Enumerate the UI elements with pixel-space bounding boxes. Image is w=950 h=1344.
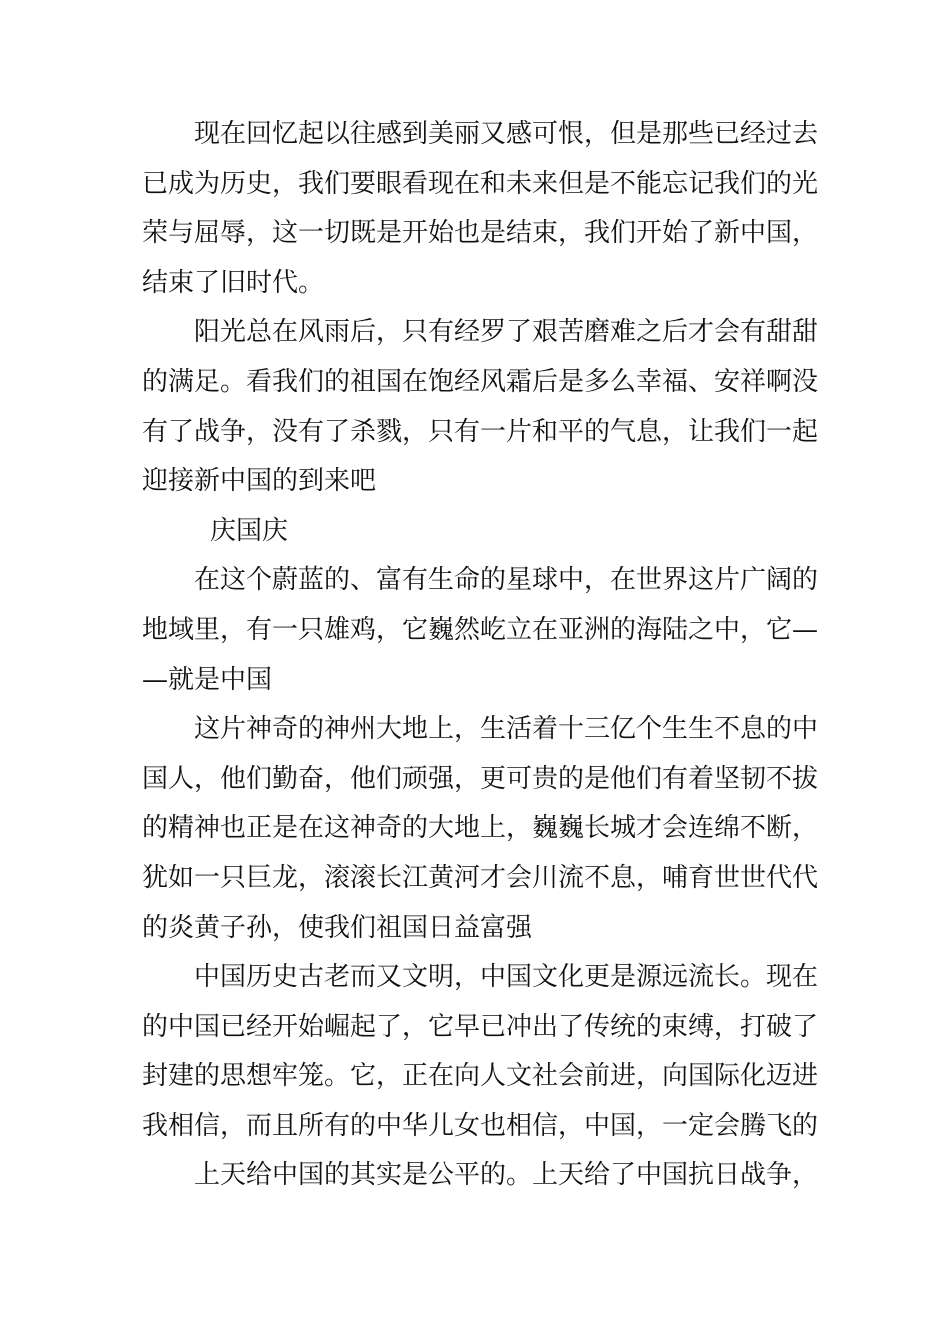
paragraph-1-line-1: 现在回忆起以往感到美丽又感可恨，但是那些已经过去 (194, 119, 819, 149)
paragraph-4-line-1: 这片神奇的神州大地上，生活着十三亿个生生不息的中 (194, 714, 819, 745)
paragraph-3-line-2: 地域里，有一只雄鸡，它巍然屹立在亚洲的海陆之中，它— (142, 614, 819, 645)
paragraph-4-line-3: 的精神也正是在这神奇的大地上，巍巍长城才会连绵不断， (142, 813, 819, 844)
paragraph-2-line-1: 阳光总在风雨后，只有经罗了艰苦磨难之后才会有甜甜 (194, 317, 819, 348)
paragraph-5-line-3: 封建的思想牢笼。它，正在向人文社会前进，向国际化迈进 (142, 1061, 819, 1092)
paragraph-1-line-4: 结束了旧时代。 (142, 267, 325, 298)
paragraph-1-line-3: 荣与屈辱，这一切既是开始也是结束，我们开始了新中国， (142, 218, 819, 249)
paragraph-2-line-2: 的满足。看我们的祖国在饱经风霜后是多么幸福、安祥啊没 (142, 366, 819, 397)
paragraph-5-line-1: 中国历史古老而又文明，中国文化更是源远流长。现在 (194, 962, 819, 993)
paragraph-4-line-4: 犹如一只巨龙，滚滚长江黄河才会川流不息，哺育世世代代 (142, 862, 819, 893)
paragraph-2-line-4: 迎接新中国的到来吧 (142, 466, 377, 497)
paragraph-5-line-2: 的中国已经开始崛起了，它早已冲出了传统的束缚，打破了 (142, 1011, 819, 1042)
paragraph-4-line-2: 国人，他们勤奋，他们顽强，更可贵的是他们有着坚韧不拔 (142, 763, 819, 794)
paragraph-5-line-4: 我相信，而且所有的中华儿女也相信，中国，一定会腾飞的 (142, 1110, 819, 1141)
paragraph-1-line-2: 已成为历史，我们要眼看现在和未来但是不能忘记我们的光 (142, 168, 819, 199)
document-body (142, 110, 819, 1201)
paragraph-6-line-1: 上天给中国的其实是公平的。上天给了中国抗日战争， (194, 1160, 819, 1191)
paragraph-3-line-3: —就是中国 (142, 664, 273, 695)
paragraph-2-line-3: 有了战争，没有了杀戮，只有一片和平的气息，让我们一起 (142, 416, 819, 447)
paragraph-4-line-5: 的炎黄子孙，使我们祖国日益富强 (142, 912, 533, 943)
paragraph-3-line-1: 在这个蔚蓝的、富有生命的星球中，在世界这片广阔的 (194, 565, 819, 596)
section-heading: 庆国庆 (210, 515, 289, 546)
